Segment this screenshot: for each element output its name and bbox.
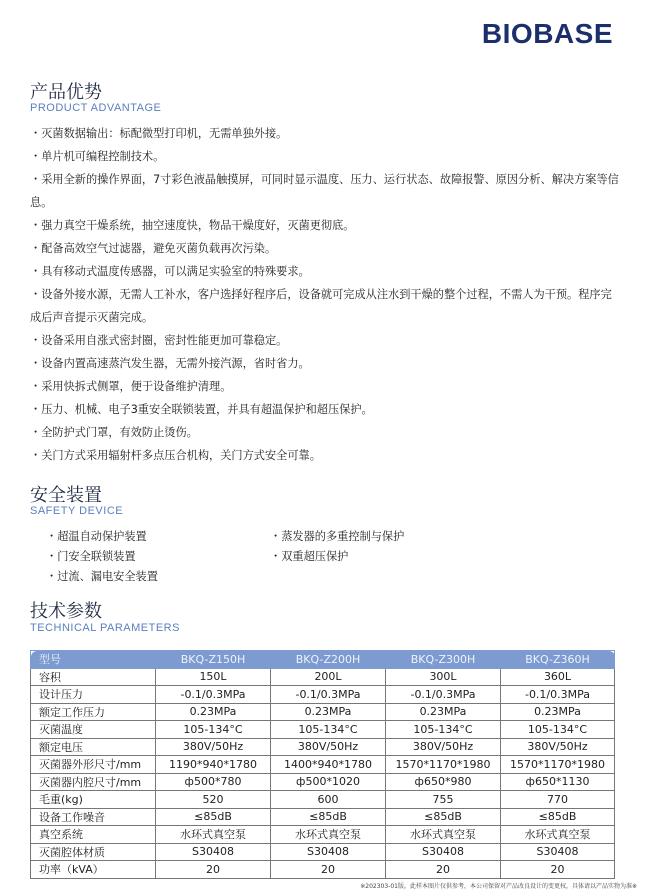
row-label: 灭菌温度 <box>31 721 156 739</box>
advantage-item: ・具有移动式温度传感器，可以满足实验室的特殊要求。 <box>30 265 310 278</box>
brand-logo: BIOBASE <box>481 18 613 49</box>
table-cell: S30408 <box>271 843 386 861</box>
header-cell: BKQ-Z360H <box>501 651 615 669</box>
spec-header-row <box>31 651 615 669</box>
advantage-item: ・采用快拆式侧罩，便于设备维护清理。 <box>30 380 232 393</box>
table-cell: 0.23MPa <box>386 703 501 721</box>
table-cell: ≤85dB <box>271 808 386 826</box>
table-cell: 105-134°C <box>501 721 615 739</box>
advantage-item: ・采用全新的操作界面，7寸彩色液晶触摸屏，可同时显示温度、压力、运行状态、故障报警、原因分析、解决方案等信息。 <box>30 173 619 209</box>
table-cell: 1570*1170*1980 <box>501 756 615 774</box>
safety-list-left <box>46 527 158 587</box>
safety-title: 安全装置 <box>30 485 102 506</box>
table-cell: -0.1/0.3MPa <box>271 686 386 704</box>
table-cell: -0.1/0.3MPa <box>501 686 615 704</box>
table-cell: 105-134°C <box>156 721 271 739</box>
header-cell: 型号 <box>31 651 156 669</box>
table-cell: 200L <box>271 668 386 686</box>
header-cell: BKQ-Z300H <box>386 651 501 669</box>
table-row <box>31 703 615 721</box>
table-cell: 0.23MPa <box>156 703 271 721</box>
row-label: 设备工作噪音 <box>31 808 156 826</box>
advantage-list <box>30 122 620 467</box>
table-cell: -0.1/0.3MPa <box>386 686 501 704</box>
table-row <box>31 791 615 809</box>
row-label: 功率（kVA） <box>31 861 156 879</box>
table-cell: 600 <box>271 791 386 809</box>
table-cell: 水环式真空泵 <box>501 826 615 844</box>
table-cell: 380V/50Hz <box>386 738 501 756</box>
table-row <box>31 721 615 739</box>
table-cell: 380V/50Hz <box>271 738 386 756</box>
table-cell: 水环式真空泵 <box>271 826 386 844</box>
table-cell: 1190*940*1780 <box>156 756 271 774</box>
table-cell: 20 <box>271 861 386 879</box>
header-cell: BKQ-Z150H <box>156 651 271 669</box>
row-label: 容积 <box>31 668 156 686</box>
table-cell: S30408 <box>386 843 501 861</box>
advantage-item: ・设备内置高速蒸汽发生器，无需外接汽源，省时省力。 <box>30 357 310 370</box>
table-cell: 150L <box>156 668 271 686</box>
table-row <box>31 808 615 826</box>
advantage-title: 产品优势 <box>30 82 102 103</box>
table-cell: 20 <box>501 861 615 879</box>
table-row <box>31 686 615 704</box>
advantage-item: ・关门方式采用辐射杆多点压合机构，关门方式安全可靠。 <box>30 449 321 462</box>
advantage-item: ・设备外接水源，无需人工补水，客户选择好程序后，设备就可完成从注水到干燥的整个过程，不需人为干预。程序完成后声音提示灭菌完成。 <box>30 288 612 324</box>
table-cell: ≤85dB <box>501 808 615 826</box>
table-cell: ф650*1130 <box>501 773 615 791</box>
table-row <box>31 668 615 686</box>
table-cell: 0.23MPa <box>501 703 615 721</box>
table-cell: -0.1/0.3MPa <box>156 686 271 704</box>
advantage-item: ・压力、机械、电子3重安全联锁装置，并具有超温保护和超压保护。 <box>30 403 373 416</box>
table-row <box>31 773 615 791</box>
advantage-item: ・单片机可编程控制技术。 <box>30 150 165 163</box>
table-row <box>31 756 615 774</box>
table-cell: 105-134°C <box>271 721 386 739</box>
footnote: ※202303-01版。此样本图片仅供参考，本公司保留对产品改良设计的变更权，具体请以产品实物为准※ <box>360 883 637 890</box>
safety-item: ・蒸发器的多重控制与保护 <box>270 530 405 543</box>
row-label: 毛重(kg) <box>31 791 156 809</box>
table-row <box>31 738 615 756</box>
table-cell: ф650*980 <box>386 773 501 791</box>
advantage-item: ・全防护式门罩，有效防止烫伤。 <box>30 426 198 439</box>
safety-list-right <box>270 527 404 567</box>
safety-item: ・双重超压保护 <box>270 550 349 563</box>
table-cell: 755 <box>386 791 501 809</box>
row-label: 灭菌器内腔尺寸/mm <box>31 773 156 791</box>
table-cell: 770 <box>501 791 615 809</box>
table-cell: 20 <box>156 861 271 879</box>
table-cell: 1570*1170*1980 <box>386 756 501 774</box>
tech-subtitle: TECHNICAL PARAMETERS <box>30 622 180 634</box>
table-row <box>31 826 615 844</box>
table-row <box>31 861 615 879</box>
table-cell: ф500*1020 <box>271 773 386 791</box>
table-cell: S30408 <box>156 843 271 861</box>
row-label: 额定电压 <box>31 738 156 756</box>
table-cell: 水环式真空泵 <box>386 826 501 844</box>
table-row <box>31 843 615 861</box>
row-label: 额定工作压力 <box>31 703 156 721</box>
safety-item: ・门安全联锁装置 <box>46 550 136 563</box>
safety-subtitle: SAFETY DEVICE <box>30 505 124 517</box>
safety-item: ・超温自动保护装置 <box>46 530 147 543</box>
row-label: 设计压力 <box>31 686 156 704</box>
header-cell: BKQ-Z200H <box>271 651 386 669</box>
row-label: 真空系统 <box>31 826 156 844</box>
table-cell: 360L <box>501 668 615 686</box>
advantage-item: ・灭菌数据输出：标配微型打印机，无需单独外接。 <box>30 127 288 140</box>
table-cell: 105-134°C <box>386 721 501 739</box>
advantage-item: ・配备高效空气过滤器，避免灭菌负载再次污染。 <box>30 242 277 255</box>
advantage-subtitle: PRODUCT ADVANTAGE <box>30 102 162 114</box>
table-cell: ф500*780 <box>156 773 271 791</box>
table-cell: ≤85dB <box>156 808 271 826</box>
table-cell: ≤85dB <box>386 808 501 826</box>
advantage-item: ・设备采用自涨式密封圈，密封性能更加可靠稳定。 <box>30 334 288 347</box>
table-cell: 水环式真空泵 <box>156 826 271 844</box>
table-cell: 1400*940*1780 <box>271 756 386 774</box>
table-cell: 520 <box>156 791 271 809</box>
tech-title: 技术参数 <box>30 601 102 622</box>
safety-item: ・过流、漏电安全装置 <box>46 570 158 583</box>
table-cell: 380V/50Hz <box>501 738 615 756</box>
table-cell: S30408 <box>501 843 615 861</box>
row-label: 灭菌腔体材质 <box>31 843 156 861</box>
table-cell: 0.23MPa <box>271 703 386 721</box>
table-cell: 20 <box>386 861 501 879</box>
table-cell: 300L <box>386 668 501 686</box>
row-label: 灭菌器外形尺寸/mm <box>31 756 156 774</box>
advantage-item: ・强力真空干燥系统，抽空速度快，物品干燥度好，灭菌更彻底。 <box>30 219 355 232</box>
spec-table <box>30 650 615 879</box>
table-cell: 380V/50Hz <box>156 738 271 756</box>
